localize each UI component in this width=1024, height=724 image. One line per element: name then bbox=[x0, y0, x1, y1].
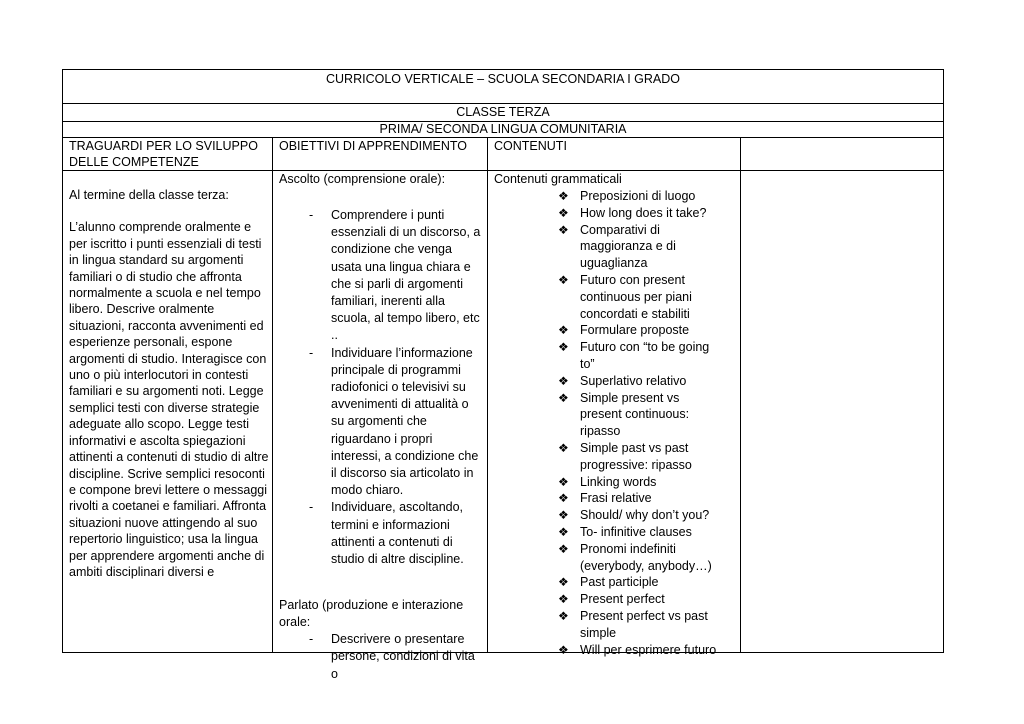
list-item bbox=[554, 490, 724, 507]
list-item: - Descrivere o presentare persone, condizioni di vita o bbox=[279, 631, 484, 683]
diamond-bullet-icon: ❖ bbox=[558, 340, 569, 355]
list-item-label: Present perfect vs past simple bbox=[580, 608, 708, 640]
subject-label: PRIMA/ SECONDA LINGUA COMUNITARIA bbox=[379, 122, 627, 136]
list-item-label: Superlativo relativo bbox=[580, 373, 687, 388]
column-divider bbox=[487, 137, 488, 652]
list-item-label: Comparativi di maggioranza e di uguaglianza bbox=[580, 222, 676, 271]
diamond-bullet-icon: ❖ bbox=[558, 205, 569, 220]
diamond-bullet-icon: ❖ bbox=[558, 189, 569, 203]
list-item-label: Futuro con “to be going to” bbox=[580, 340, 710, 371]
header-contenuti: CONTENUTI bbox=[494, 139, 567, 153]
list-item: - Individuare l’informazione principale di programmi radiofonici o televisivi su avvenimenti di attualità o su argomenti che riguardano i propri interessi, a condizione che il discorso sia articolato in modo chiaro. bbox=[279, 345, 484, 500]
diamond-bullet-icon: ❖ bbox=[558, 440, 569, 455]
diamond-bullet-icon: ❖ bbox=[558, 508, 569, 523]
list-item bbox=[554, 222, 724, 272]
column-divider bbox=[272, 137, 273, 652]
traguardi-intro: Al termine della classe terza: bbox=[69, 188, 229, 202]
diamond-bullet-icon: ❖ bbox=[558, 272, 569, 287]
class-label: CLASSE TERZA bbox=[456, 105, 550, 119]
list-item-label: Present perfect bbox=[580, 592, 665, 607]
contenuti-list bbox=[554, 188, 724, 658]
list-item bbox=[554, 591, 724, 608]
diamond-bullet-icon: ❖ bbox=[558, 474, 569, 489]
list-item-label: Futuro con present continuous per piani concordati e stabiliti bbox=[580, 272, 692, 321]
list-item-label: Simple present vs present continuous: ripasso bbox=[580, 390, 690, 439]
traguardi-text: L’alunno comprende oralmente e per iscritto i punti essenziali di testi in lingua standard su argomenti familiari o di studio che affronta normalmente a scuola e nel tempo libero. Descrive oralmente situazioni, racconta avvenimenti ed esperienze personali, espone argomenti di studio. Interagisce con uno o più interlocutori in contesti familiari e su argomenti noti. Legge semplici testi con diverse strategie adeguate allo scopo. Legge testi informativi e ascolta spiegazioni attinenti a contenuti di studio di altre discipline. Scrive semplici resoconti e compone brevi lettere o messaggi rivolti a coetanei e familiari. Affronta situazioni nuove attingendo al suo repertorio linguistico; usa la lingua per apprendere argomenti anche di ambiti disciplinari diversi e bbox=[69, 220, 269, 579]
list-item bbox=[554, 373, 724, 390]
list-item bbox=[554, 188, 724, 205]
list-item-label: Should/ why don’t you? bbox=[580, 508, 710, 523]
contenuti-cell bbox=[494, 171, 734, 658]
diamond-bullet-icon: ❖ bbox=[558, 491, 569, 506]
list-item bbox=[554, 507, 724, 524]
row-divider bbox=[63, 103, 943, 104]
list-item-label: Simple past vs past progressive: ripasso bbox=[580, 440, 692, 472]
list-item bbox=[554, 322, 724, 339]
ascolto-list bbox=[279, 207, 484, 568]
list-item-label: Formulare proposte bbox=[580, 323, 690, 338]
diamond-bullet-icon: ❖ bbox=[558, 642, 569, 657]
obiettivi-cell bbox=[279, 171, 484, 683]
diamond-bullet-icon: ❖ bbox=[558, 390, 569, 405]
diamond-bullet-icon: ❖ bbox=[558, 541, 569, 556]
list-item-label: Linking words bbox=[580, 474, 657, 489]
header-obiettivi: OBIETTIVI DI APPRENDIMENTO bbox=[279, 139, 467, 153]
diamond-bullet-icon: ❖ bbox=[558, 373, 569, 388]
traguardi-cell bbox=[69, 187, 269, 580]
parlato-title: Parlato (produzione e interazione orale: bbox=[279, 598, 464, 630]
diamond-bullet-icon: ❖ bbox=[558, 524, 569, 539]
list-item-label: Pronomi indefiniti (everybody, anybody…) bbox=[580, 541, 712, 573]
list-item-label: Will per esprimere futuro bbox=[580, 642, 717, 657]
list-item bbox=[554, 608, 724, 642]
diamond-bullet-icon: ❖ bbox=[558, 575, 569, 590]
list-item bbox=[554, 339, 724, 373]
list-item-label: Frasi relative bbox=[580, 491, 652, 506]
diamond-bullet-icon: ❖ bbox=[558, 592, 569, 607]
curriculum-table bbox=[62, 69, 944, 681]
header-traguardi: TRAGUARDI PER LO SVILUPPO DELLE COMPETENZE bbox=[69, 139, 258, 169]
list-item-label: Past participle bbox=[580, 575, 659, 590]
diamond-bullet-icon: ❖ bbox=[558, 222, 569, 237]
contenuti-title: Contenuti grammaticali bbox=[494, 172, 622, 186]
list-item bbox=[554, 541, 724, 575]
list-item bbox=[554, 524, 724, 541]
list-item bbox=[554, 272, 724, 322]
list-item bbox=[554, 574, 724, 591]
list-item bbox=[554, 642, 724, 659]
ascolto-title: Ascolto (comprensione orale): bbox=[279, 172, 446, 186]
column-divider bbox=[740, 137, 741, 652]
list-item-label: Preposizioni di luogo bbox=[580, 189, 696, 203]
diamond-bullet-icon: ❖ bbox=[558, 608, 569, 623]
list-item-label: To- infinitive clauses bbox=[580, 524, 692, 539]
diamond-bullet-icon: ❖ bbox=[558, 323, 569, 338]
list-item bbox=[554, 440, 724, 474]
list-item: - Individuare, ascoltando, termini e informazioni attinenti a contenuti di studio di altre discipline. bbox=[279, 499, 484, 568]
list-item bbox=[554, 205, 724, 222]
parlato-list bbox=[279, 631, 484, 683]
list-item: - Comprendere i punti essenziali di un discorso, a condizione che venga usata una lingua chiara e che si parli di argomenti familiari, inerenti alla scuola, al tempo libero, etc .. bbox=[279, 207, 484, 345]
list-item bbox=[554, 390, 724, 440]
document-title: CURRICOLO VERTICALE – SCUOLA SECONDARIA I GRADO bbox=[325, 72, 681, 86]
list-item bbox=[554, 474, 724, 491]
list-item-label: How long does it take? bbox=[580, 205, 707, 220]
